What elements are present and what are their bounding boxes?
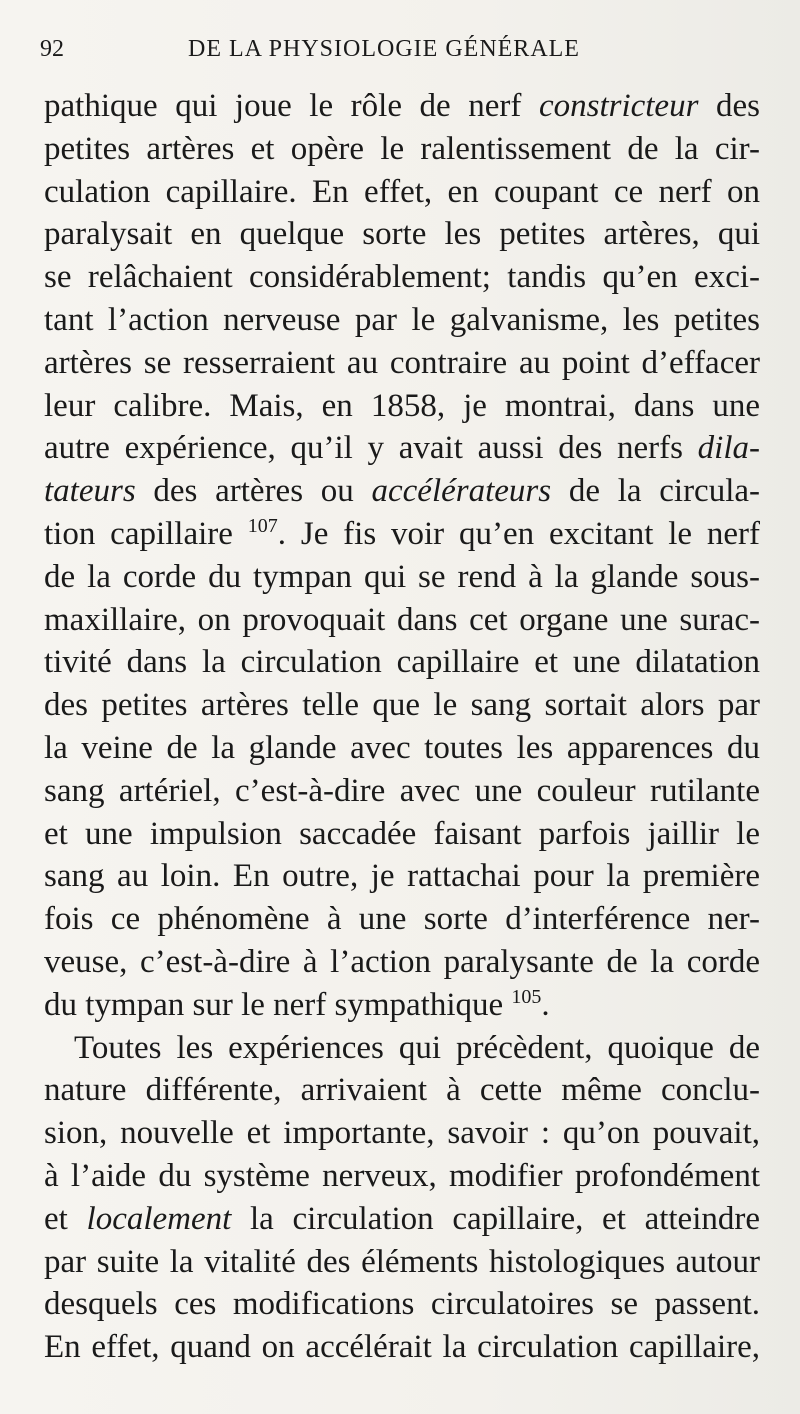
text-run: tant l’action nerveuse par le galvanisme, les petites: [44, 302, 760, 338]
text-line: [44, 685, 760, 729]
text-line: [44, 1113, 760, 1157]
text-run: de la circula-: [551, 473, 761, 510]
text-line: [44, 300, 760, 344]
text-line: [44, 771, 760, 815]
text-run: et une impulsion saccadée faisant parfois jaillir le: [44, 815, 760, 852]
text-line: [44, 172, 760, 216]
text-run: .: [541, 986, 550, 1023]
italic-run: tateurs: [44, 473, 136, 510]
text-line: [44, 471, 760, 515]
italic-run: accélérateurs: [371, 473, 552, 510]
text-run: et: [44, 1200, 87, 1237]
text-line: [44, 86, 760, 130]
text-run: artères se resserraient au contraire au point d’effacer: [44, 344, 760, 381]
italic-run: constricteur: [538, 88, 699, 124]
text-run: tivité dans la circulation capillaire et une dilatation: [44, 644, 760, 681]
text-run: à l’aide du système nerveux, modifier profondément: [44, 1158, 760, 1194]
text-line: [44, 985, 760, 1029]
page-number: 92: [40, 36, 64, 62]
text-line: [44, 257, 760, 301]
text-run: tion capillaire: [44, 516, 248, 552]
text-line: [44, 642, 760, 686]
text-line: [44, 557, 760, 601]
text-run: par suite la vitalité des éléments histologiques autour: [44, 1243, 760, 1280]
text-run: nature différente, arrivaient à cette même conclu-: [44, 1072, 760, 1109]
text-line: [44, 129, 760, 173]
text-run: la circulation capillaire, et atteindre: [231, 1200, 760, 1237]
text-line: [44, 1156, 760, 1200]
text-run: maxillaire, on provoquait dans cet organe une surac-: [44, 601, 760, 638]
footnote-ref: 107: [247, 515, 278, 537]
text-line: [44, 600, 760, 644]
running-head: DE LA PHYSIOLOGIE GÉNÉRALE: [188, 36, 580, 62]
text-line: [44, 899, 760, 943]
text-run: En effet, quand on accélérait la circulation capillaire,: [44, 1329, 760, 1366]
text-line: [44, 856, 760, 900]
text-run: petites artères et opère le ralentissement de la cir-: [44, 130, 760, 167]
text-line: [44, 343, 760, 387]
text-run: se relâchaient considérablement; tandis qu’en exci-: [44, 259, 760, 296]
text-line: [74, 1028, 760, 1072]
text-run: culation capillaire. En effet, en coupant ce nerf on: [44, 173, 760, 210]
text-run: fois ce phénomène à une sorte d’interférence ner-: [44, 901, 760, 938]
text-run: de la corde du tympan qui se rend à la glande sous-: [44, 558, 760, 595]
text-line: [44, 1070, 760, 1114]
text-line: [44, 514, 760, 558]
footnote-ref: 105: [511, 985, 542, 1008]
text-line: [44, 1327, 760, 1371]
text-line: [44, 942, 760, 986]
text-run: pathique qui joue le rôle de nerf: [44, 88, 539, 124]
text-line: [44, 814, 760, 858]
text-run: des: [698, 88, 760, 124]
page-header: [0, 32, 800, 72]
text-run: paralysait en quelque sorte les petites artères, qui: [44, 216, 760, 253]
text-run: Toutes les expériences qui précèdent, quoique de: [74, 1029, 760, 1066]
text-run: sang au loin. En outre, je rattachai pour la première: [44, 858, 760, 895]
text-run: des artères ou: [135, 473, 372, 510]
text-run: autre expérience, qu’il y avait aussi des nerfs: [44, 430, 698, 467]
text-line: [44, 728, 760, 772]
text-run: leur calibre. Mais, en 1858, je montrai, dans une: [44, 387, 760, 424]
text-run: des petites artères telle que le sang sortait alors par: [44, 687, 760, 724]
text-line: [44, 428, 760, 472]
italic-run: localement: [86, 1200, 232, 1237]
text-line: [44, 1242, 760, 1286]
text-run: desquels ces modifications circulatoires se passent.: [44, 1286, 760, 1323]
text-run: sang artériel, c’est-à-dire avec une couleur rutilante: [44, 772, 760, 809]
text-line: [44, 214, 760, 258]
text-line: [44, 386, 760, 430]
text-run: veuse, c’est-à-dire à l’action paralysante de la corde: [44, 944, 760, 980]
text-run: sion, nouvelle et importante, savoir : qu’on pouvait,: [44, 1115, 760, 1152]
text-line: [44, 1284, 760, 1328]
text-run: du tympan sur le nerf sympathique: [44, 986, 512, 1023]
italic-run: dila-: [697, 430, 760, 467]
text-run: la veine de la glande avec toutes les apparences du: [44, 730, 760, 766]
text-run: . Je fis voir qu’en excitant le nerf: [277, 516, 761, 552]
text-line: [44, 1199, 760, 1243]
